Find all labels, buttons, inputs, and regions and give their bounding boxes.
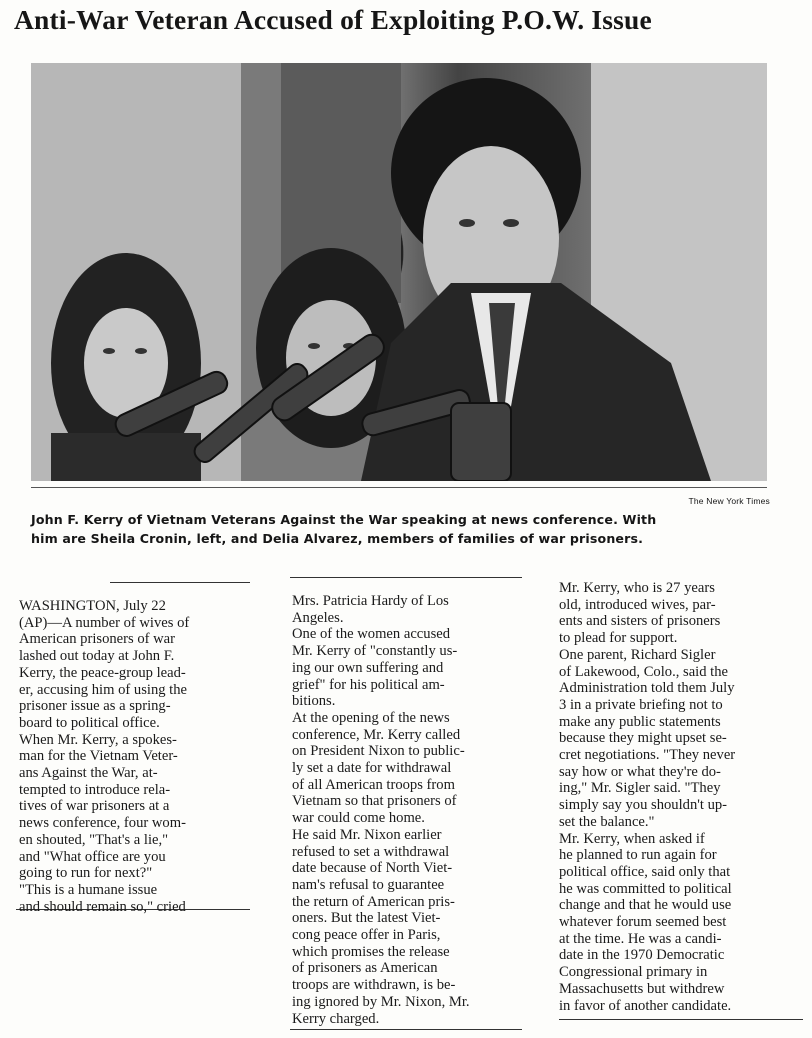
article-line: news conference, four wom-	[19, 815, 186, 832]
article-line: political office, said only that	[559, 863, 731, 880]
article-line: to plead for support.	[559, 630, 678, 647]
article-line: tempted to introduce rela-	[19, 781, 171, 798]
article-line: and should remain so," cried	[19, 898, 186, 915]
article-line: Mr. Kerry, who is 27 years	[559, 580, 715, 596]
article-line: Congressional primary in	[559, 964, 708, 981]
article-line: date in the 1970 Democratic	[559, 947, 725, 964]
article-line: When Mr. Kerry, a spokes-	[19, 731, 177, 748]
article-line: because they might upset se-	[559, 730, 727, 747]
article-line: war could come home.	[292, 810, 425, 827]
headline: Anti-War Veteran Accused of Exploiting P.O.W. Issue	[14, 4, 652, 35]
caption-line: him are Sheila Cronin, left, and Delia Alvarez, members of families of war prisoners.	[31, 531, 644, 546]
article-line: cong peace offer in Paris,	[292, 927, 441, 944]
article-column-1	[19, 598, 251, 915]
article-line: At the opening of the news	[292, 709, 450, 726]
column-rule	[290, 1029, 522, 1030]
photo-credit: The New York Times	[688, 496, 770, 506]
article-line: change and that he would use	[559, 897, 732, 914]
article-line: in favor of another candidate.	[559, 997, 732, 1014]
article-line: he planned to run again for	[559, 847, 717, 864]
article-line: WASHINGTON, July 22	[19, 598, 166, 614]
article-line: of all American troops from	[292, 776, 455, 793]
photo-caption	[31, 510, 781, 548]
article-line: old, introduced wives, par-	[559, 596, 716, 613]
column-rule	[110, 582, 250, 583]
article-line: conference, Mr. Kerry called	[292, 726, 461, 743]
article-line: ing our own suffering and	[292, 659, 444, 676]
article-line: ly set a date for withdrawal	[292, 760, 452, 777]
article-line: Angeles.	[292, 609, 344, 626]
article-line: man for the Vietnam Veter-	[19, 748, 178, 765]
article-line: One parent, Richard Sigler	[559, 646, 716, 663]
article-line: nam's refusal to guarantee	[292, 876, 445, 893]
article-line: board to political office.	[19, 714, 160, 731]
article-line: Mr. Kerry, when asked if	[559, 830, 705, 847]
article-line: date because of North Viet-	[292, 860, 453, 877]
news-photo	[31, 63, 767, 481]
article-line: ans Against the War, at-	[19, 765, 158, 782]
article-line: oners. But the latest Viet-	[292, 910, 441, 927]
article-line: prisoner issue as a spring-	[19, 698, 171, 715]
article-line: American prisoners of war	[19, 631, 176, 648]
article-line: er, accusing him of using the	[19, 681, 188, 698]
article-line: Mrs. Patricia Hardy of Los	[292, 593, 449, 609]
article-line: of prisoners as American	[292, 960, 438, 977]
article-column-2	[292, 593, 522, 1027]
column-rule	[559, 1019, 803, 1020]
photo-illustration	[31, 63, 767, 481]
article-line: Vietnam so that prisoners of	[292, 793, 457, 810]
article-line: lashed out today at John F.	[19, 648, 175, 665]
article-line: bitions.	[292, 693, 336, 710]
article-line: ents and sisters of prisoners	[559, 613, 721, 630]
article-line: ing ignored by Mr. Nixon, Mr.	[292, 993, 470, 1010]
article-column-3	[559, 580, 795, 1014]
article-line: Massachusetts but withdrew	[559, 980, 725, 997]
article-line: on President Nixon to public-	[292, 743, 465, 760]
article-line: (AP)—A number of wives of	[19, 614, 190, 631]
article-line: cret negotiations. "They never	[559, 747, 736, 764]
article-line: whatever forum seemed best	[559, 914, 727, 931]
article-line: going to run for next?"	[19, 865, 153, 882]
article-line: the return of American pris-	[292, 893, 455, 910]
article-line: Administration told them July	[559, 680, 735, 697]
article-line: tives of war prisoners at a	[19, 798, 170, 815]
article-line: grief" for his political am-	[292, 676, 445, 693]
article-line: troops are withdrawn, is be-	[292, 977, 456, 994]
article-line: Kerry, the peace-group lead-	[19, 664, 186, 681]
caption-line: John F. Kerry of Vietnam Veterans Against the War speaking at news conference. With	[31, 512, 657, 527]
article-line: "This is a humane issue	[19, 881, 158, 898]
article-line: and "What office are you	[19, 848, 166, 865]
article-line: at the time. He was a candi-	[559, 930, 722, 947]
article-line: of Lakewood, Colo., said the	[559, 663, 729, 680]
photo-rule	[31, 487, 767, 488]
article-line: Kerry charged.	[292, 1010, 380, 1027]
article-line: en shouted, "That's a lie,"	[19, 831, 169, 848]
article-line: 3 in a private briefing not to	[559, 696, 723, 713]
article-line: ing," Mr. Sigler said. "They	[559, 780, 721, 797]
article-line: He said Mr. Nixon earlier	[292, 826, 442, 843]
article-line: refused to set a withdrawal	[292, 843, 450, 860]
article-line: say how or what they're do-	[559, 763, 721, 780]
article-line: simply say you shouldn't up-	[559, 797, 728, 814]
article-line: set the balance."	[559, 813, 655, 830]
article-line: make any public statements	[559, 713, 721, 730]
column-rule	[290, 577, 522, 578]
article-line: which promises the release	[292, 943, 450, 960]
article-line: Mr. Kerry of "constantly us-	[292, 643, 458, 660]
article-line: One of the women accused	[292, 626, 451, 643]
article-line: he was committed to political	[559, 880, 732, 897]
